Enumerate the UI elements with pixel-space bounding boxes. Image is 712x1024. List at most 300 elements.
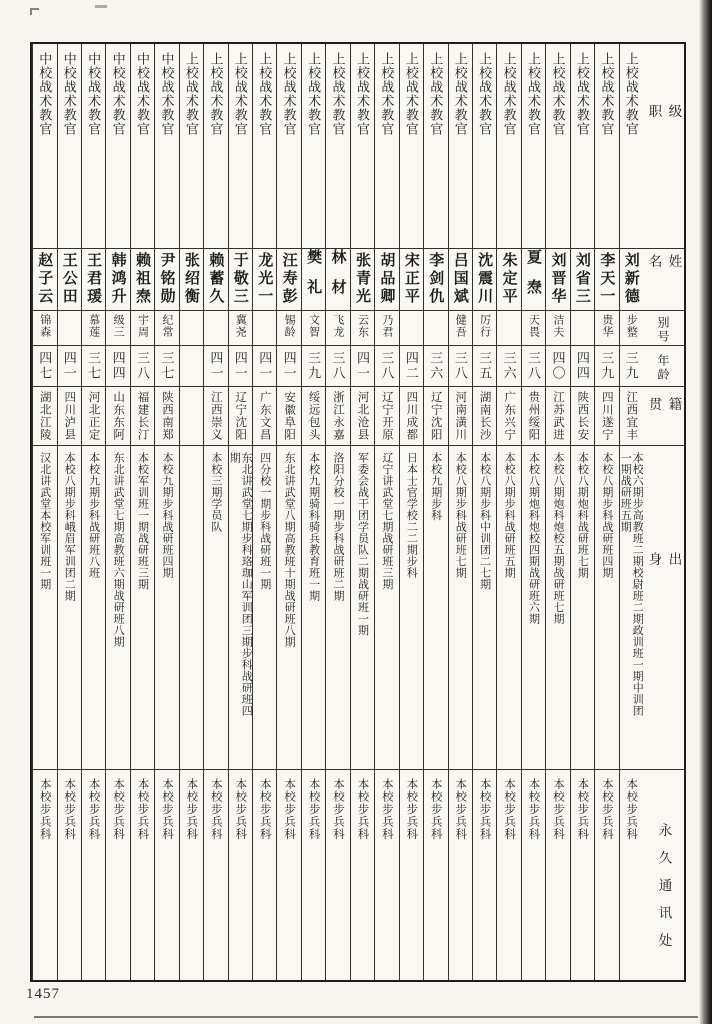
name-cell <box>400 249 423 312</box>
origin-text: 本校九期步科 <box>429 452 442 522</box>
address-text: 本校步兵科 <box>332 778 345 841</box>
scan-artifact <box>95 5 107 8</box>
name-cell <box>106 249 129 312</box>
native-place-cell <box>375 387 398 446</box>
alias-text: 飞龙 <box>332 314 345 339</box>
name-cell <box>204 249 227 312</box>
native-place-cell <box>58 387 81 446</box>
header-address <box>643 770 684 980</box>
rank-text: 上校战术教官 <box>208 52 224 136</box>
rank-text: 上校战术教官 <box>306 52 322 136</box>
native-place-text: 贵州绥阳 <box>527 391 540 442</box>
name-text: 刘新德 <box>622 252 639 307</box>
origin-text: 本校八期步科战研班四期 <box>600 452 613 579</box>
alias-cell <box>473 311 496 346</box>
name-text: 赖蓄久 <box>207 252 224 307</box>
rank-cell <box>473 44 496 249</box>
age-cell <box>375 346 398 387</box>
rank-text: 上校战术教官 <box>452 52 468 136</box>
header-alias-label: 别号 <box>656 316 670 345</box>
alias-text: 健吾 <box>454 314 467 339</box>
rank-text: 上校战术教官 <box>379 52 395 136</box>
header-name-label: 姓名 <box>646 253 682 288</box>
rank-cell <box>522 44 545 249</box>
rank-cell <box>277 44 300 249</box>
native-place-text: 江西宜丰 <box>625 391 638 442</box>
person-column <box>81 44 105 980</box>
origin-cell <box>571 446 594 770</box>
address-text: 本校步兵科 <box>209 778 222 841</box>
address-text: 本校步兵科 <box>503 778 516 841</box>
native-place-cell <box>229 387 252 446</box>
origin-cell <box>497 446 520 770</box>
native-place-cell <box>449 387 472 446</box>
native-place-text: 辽宁开原 <box>380 391 393 442</box>
name-text: 林材 <box>329 249 346 310</box>
native-place-cell <box>82 387 105 446</box>
origin-cell <box>106 446 129 770</box>
native-place-cell <box>131 387 154 446</box>
address-cell <box>58 770 81 980</box>
native-place-cell <box>571 387 594 446</box>
address-cell <box>473 770 496 980</box>
origin-text: 东北讲武堂七期高教班六期战研班八期 <box>112 452 125 648</box>
address-cell <box>522 770 545 980</box>
origin-cell <box>351 446 374 770</box>
age-text: 四〇 <box>550 351 566 382</box>
alias-text: 宇周 <box>136 314 149 339</box>
origin-text: 日本士官学校二二期步科 <box>405 452 418 579</box>
origin-cell <box>424 446 447 770</box>
name-cell <box>424 249 447 312</box>
native-place-text: 绥远包头 <box>307 391 320 442</box>
address-text: 本校步兵科 <box>258 778 271 841</box>
address-text: 本校步兵科 <box>38 778 51 841</box>
age-text: 三七 <box>159 351 175 382</box>
address-cell <box>546 770 569 980</box>
name-text: 宋正平 <box>402 252 419 307</box>
name-cell <box>326 249 349 312</box>
person-column <box>252 44 276 980</box>
age-text: 三六 <box>501 351 517 382</box>
rank-cell <box>180 44 203 249</box>
person-column <box>545 44 569 980</box>
rank-cell <box>326 44 349 249</box>
address-text: 本校步兵科 <box>185 778 198 841</box>
name-text: 汪寿彭 <box>280 252 297 307</box>
name-cell <box>131 249 154 312</box>
name-cell <box>180 249 203 312</box>
name-cell <box>58 249 81 312</box>
origin-text: 本校九期骑科骑兵教育班一期 <box>307 452 320 602</box>
origin-text: 本校八期步科战研班五期 <box>503 452 516 579</box>
name-text: 张绍衡 <box>182 252 199 307</box>
rank-cell <box>449 44 472 249</box>
rank-text: 中校战术教官 <box>135 52 151 136</box>
header-column <box>643 44 684 980</box>
native-place-cell <box>497 387 520 446</box>
address-cell <box>449 770 472 980</box>
age-text: 三九 <box>599 351 615 382</box>
name-text: 吕国斌 <box>451 252 468 307</box>
rank-cell <box>400 44 423 249</box>
name-cell <box>522 249 545 312</box>
address-cell <box>351 770 374 980</box>
page-number: 1457 <box>26 986 60 1002</box>
address-cell <box>400 770 423 980</box>
alias-cell <box>620 311 643 346</box>
origin-cell <box>253 446 276 770</box>
origin-text: 东北讲武堂七期步科珞珈山军训团三期步科战研班四期 <box>228 452 252 717</box>
name-text: 张青光 <box>353 252 370 307</box>
origin-cell <box>400 446 423 770</box>
age-text: 三八 <box>379 351 395 382</box>
name-cell <box>33 249 56 312</box>
name-cell <box>351 249 374 312</box>
name-text: 沈震川 <box>476 252 493 307</box>
rank-text: 上校战术教官 <box>403 52 419 136</box>
rank-cell <box>571 44 594 249</box>
header-native-place <box>643 387 684 446</box>
alias-cell <box>497 311 520 346</box>
rank-text: 中校战术教官 <box>110 52 126 136</box>
name-text: 龙光一 <box>256 252 273 307</box>
name-cell <box>620 249 643 312</box>
name-cell <box>473 249 496 312</box>
address-cell <box>82 770 105 980</box>
rank-text: 上校战术教官 <box>232 52 248 136</box>
native-place-cell <box>473 387 496 446</box>
person-column <box>228 44 252 980</box>
alias-cell <box>33 311 56 346</box>
age-text: 四一 <box>354 351 370 382</box>
person-column <box>496 44 520 980</box>
rank-text: 上校战术教官 <box>526 52 542 136</box>
address-cell <box>302 770 325 980</box>
age-cell <box>449 346 472 387</box>
age-cell <box>400 346 423 387</box>
header-name <box>643 249 684 312</box>
native-place-text: 河北沧县 <box>356 391 369 442</box>
address-text: 本校步兵科 <box>405 778 418 841</box>
origin-text: 洛阳分校一期步科战研班二期 <box>332 452 345 602</box>
origin-text: 四分校一期步科战研班一期 <box>258 452 271 591</box>
origin-cell <box>131 446 154 770</box>
alias-cell <box>424 311 447 346</box>
person-column <box>276 44 300 980</box>
origin-cell <box>33 446 56 770</box>
rank-cell <box>375 44 398 249</box>
address-cell <box>229 770 252 980</box>
name-text: 尹铭勋 <box>158 252 175 307</box>
person-column <box>521 44 545 980</box>
alias-cell <box>58 311 81 346</box>
address-text: 本校步兵科 <box>87 778 100 841</box>
alias-cell <box>302 311 325 346</box>
age-text: 三八 <box>330 351 346 382</box>
alias-cell <box>277 311 300 346</box>
address-cell <box>497 770 520 980</box>
native-place-cell <box>326 387 349 446</box>
header-age-label: 年龄 <box>656 353 670 382</box>
person-column <box>105 44 129 980</box>
rank-cell <box>497 44 520 249</box>
native-place-text: 江西崇义 <box>209 391 222 442</box>
address-text: 本校步兵科 <box>307 778 320 841</box>
name-cell <box>82 249 105 312</box>
origin-text: 本校九期步科战研班四期 <box>160 452 173 579</box>
native-place-cell <box>253 387 276 446</box>
alias-cell <box>522 311 545 346</box>
origin-text: 军委会战干团学员队二期战研班一期 <box>356 452 369 637</box>
alias-text: 级三 <box>112 314 125 339</box>
address-cell <box>253 770 276 980</box>
name-cell <box>155 249 178 312</box>
origin-text: 本校六期步高教班二期校尉班二期政训班一期中训团一期战研班五期 <box>619 452 643 717</box>
address-text: 本校步兵科 <box>478 778 491 841</box>
native-place-text: 河北正定 <box>87 391 100 442</box>
native-place-text: 四川成都 <box>405 391 418 442</box>
origin-text: 本校三期学员队 <box>209 452 222 533</box>
origin-cell <box>595 446 618 770</box>
name-cell <box>449 249 472 312</box>
origin-text: 本校八期步科中训团二七期 <box>478 452 491 591</box>
address-cell <box>326 770 349 980</box>
rank-text: 上校战术教官 <box>574 52 590 136</box>
name-text: 胡品卿 <box>378 252 395 307</box>
name-cell <box>571 249 594 312</box>
age-text: 四一 <box>61 351 77 382</box>
name-text: 赵子云 <box>36 252 53 307</box>
alias-cell <box>131 311 154 346</box>
alias-text: 贵华 <box>600 314 613 339</box>
native-place-text: 山东东阿 <box>112 391 125 442</box>
address-text: 本校步兵科 <box>356 778 369 841</box>
rank-text: 上校战术教官 <box>428 52 444 136</box>
name-cell <box>277 249 300 312</box>
native-place-cell <box>204 387 227 446</box>
alias-cell <box>546 311 569 346</box>
age-cell <box>253 346 276 387</box>
rank-text: 中校战术教官 <box>86 52 102 136</box>
origin-cell <box>277 446 300 770</box>
name-cell <box>375 249 398 312</box>
address-cell <box>571 770 594 980</box>
origin-cell <box>180 446 203 770</box>
age-cell <box>595 346 618 387</box>
native-place-text: 辽宁沈阳 <box>234 391 247 442</box>
rank-text: 上校战术教官 <box>550 52 566 136</box>
alias-cell <box>351 311 374 346</box>
age-cell <box>546 346 569 387</box>
alias-cell <box>229 311 252 346</box>
alias-text: 厉行 <box>478 314 491 339</box>
age-cell <box>33 346 56 387</box>
native-place-text: 陕西长安 <box>576 391 589 442</box>
age-text: 四一 <box>208 351 224 382</box>
person-column <box>130 44 154 980</box>
address-cell <box>33 770 56 980</box>
origin-cell <box>82 446 105 770</box>
rank-cell <box>302 44 325 249</box>
address-text: 本校步兵科 <box>160 778 173 841</box>
name-text: 李天一 <box>598 252 615 307</box>
alias-text: 锦森 <box>38 314 51 339</box>
person-column <box>350 44 374 980</box>
name-text: 樊礼 <box>305 249 322 310</box>
header-origin-label: 出身 <box>646 552 682 671</box>
address-text: 本校步兵科 <box>63 778 76 841</box>
alias-text: 冀尧 <box>234 314 247 339</box>
header-rank <box>643 44 684 249</box>
age-cell <box>131 346 154 387</box>
address-text: 本校步兵科 <box>380 778 393 841</box>
rank-text: 上校战术教官 <box>183 52 199 136</box>
rank-cell <box>253 44 276 249</box>
age-text: 三九 <box>306 351 322 382</box>
alias-cell <box>595 311 618 346</box>
rank-text: 上校战术教官 <box>623 52 639 136</box>
native-place-text: 辽宁沈阳 <box>429 391 442 442</box>
rank-text: 上校战术教官 <box>477 52 493 136</box>
name-text: 朱定平 <box>500 252 517 307</box>
native-place-cell <box>155 387 178 446</box>
person-column <box>325 44 349 980</box>
origin-cell <box>449 446 472 770</box>
person-column <box>594 44 618 980</box>
age-cell <box>424 346 447 387</box>
age-cell <box>106 346 129 387</box>
age-cell <box>522 346 545 387</box>
origin-cell <box>229 446 252 770</box>
origin-cell <box>473 446 496 770</box>
alias-text: 乃君 <box>380 314 393 339</box>
name-text: 韩鸿升 <box>109 252 126 307</box>
alias-cell <box>106 311 129 346</box>
alias-text: 文智 <box>307 314 320 339</box>
rank-cell <box>204 44 227 249</box>
rank-cell <box>595 44 618 249</box>
alias-cell <box>180 311 203 346</box>
address-text: 本校步兵科 <box>234 778 247 841</box>
alias-text: 步整 <box>625 314 638 339</box>
address-text: 本校步兵科 <box>283 778 296 841</box>
address-cell <box>180 770 203 980</box>
age-text: 四一 <box>232 351 248 382</box>
age-cell <box>571 346 594 387</box>
person-column <box>570 44 594 980</box>
native-place-cell <box>546 387 569 446</box>
rank-cell <box>82 44 105 249</box>
rank-text: 上校战术教官 <box>354 52 370 136</box>
address-cell <box>155 770 178 980</box>
scan-artifact <box>30 8 39 15</box>
age-text: 三八 <box>452 351 468 382</box>
age-text: 三六 <box>428 351 444 382</box>
address-cell <box>106 770 129 980</box>
alias-text: 云东 <box>356 314 369 339</box>
name-text: 于敬三 <box>231 252 248 307</box>
rank-text: 中校战术教官 <box>159 52 175 136</box>
address-text: 本校步兵科 <box>429 778 442 841</box>
address-cell <box>424 770 447 980</box>
age-cell <box>277 346 300 387</box>
rank-cell <box>546 44 569 249</box>
person-column <box>399 44 423 980</box>
origin-text: 东北讲武堂八期高教班十期战研班八期 <box>283 452 296 648</box>
alias-cell <box>82 311 105 346</box>
address-cell <box>375 770 398 980</box>
rank-text: 中校战术教官 <box>37 52 53 136</box>
native-place-text: 广东文昌 <box>258 391 271 442</box>
native-place-text: 浙江永嘉 <box>332 391 345 442</box>
age-cell <box>204 346 227 387</box>
age-cell <box>302 346 325 387</box>
native-place-text: 广东兴宁 <box>503 391 516 442</box>
rank-cell <box>424 44 447 249</box>
alias-text: 洁夫 <box>551 314 564 339</box>
age-text: 三八 <box>135 351 151 382</box>
person-column <box>179 44 203 980</box>
person-column <box>472 44 496 980</box>
address-cell <box>620 770 643 980</box>
name-cell <box>497 249 520 312</box>
age-cell <box>58 346 81 387</box>
alias-text: 纪常 <box>160 314 173 339</box>
name-text: 赖祖焘 <box>134 252 151 307</box>
age-text: 三八 <box>526 351 542 382</box>
address-cell <box>595 770 618 980</box>
native-place-text: 四川泸县 <box>63 391 76 442</box>
origin-cell <box>522 446 545 770</box>
native-place-text: 四川遂宁 <box>600 391 613 442</box>
native-place-cell <box>106 387 129 446</box>
rank-text: 中校战术教官 <box>61 52 77 136</box>
age-cell <box>326 346 349 387</box>
roster-table <box>30 42 686 982</box>
address-text: 本校步兵科 <box>136 778 149 841</box>
rank-cell <box>155 44 178 249</box>
alias-cell <box>571 311 594 346</box>
rank-text: 上校战术教官 <box>501 52 517 136</box>
age-cell <box>351 346 374 387</box>
age-cell <box>82 346 105 387</box>
origin-cell <box>620 446 643 770</box>
name-text: 刘晋华 <box>549 252 566 307</box>
age-text: 四一 <box>281 351 297 382</box>
rank-cell <box>620 44 643 249</box>
native-place-cell <box>424 387 447 446</box>
name-text: 夏焘 <box>525 249 542 310</box>
header-native-place-label: 籍贯 <box>646 397 682 427</box>
name-cell <box>253 249 276 312</box>
address-text: 本校步兵科 <box>576 778 589 841</box>
rank-text: 上校战术教官 <box>330 52 346 136</box>
origin-text: 本校八期步科峨眉军训团二期 <box>63 452 76 602</box>
header-age <box>643 346 684 387</box>
header-address-label: 永久通讯处 <box>656 823 672 961</box>
rank-cell <box>58 44 81 249</box>
person-column <box>32 44 56 980</box>
native-place-text: 江苏武进 <box>551 391 564 442</box>
origin-cell <box>155 446 178 770</box>
rank-cell <box>33 44 56 249</box>
rank-cell <box>351 44 374 249</box>
age-cell <box>155 346 178 387</box>
rank-cell <box>229 44 252 249</box>
origin-text: 本校军训班一期战研班三期 <box>136 452 149 591</box>
person-column <box>57 44 81 980</box>
